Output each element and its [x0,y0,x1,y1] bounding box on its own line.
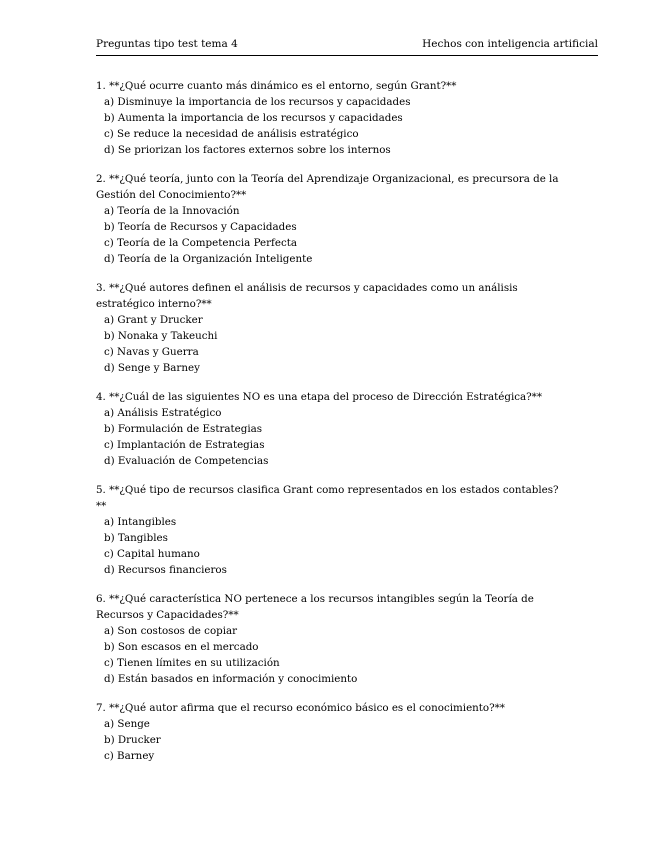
header-left-title: Preguntas tipo test tema 4 [96,38,238,50]
question-text: 6. **¿Qué característica NO pertenece a los recursos intangibles según la Teoría de Recursos y Capacidades?** [96,593,534,621]
answer-options [96,716,566,764]
answer-option: c) Se reduce la necesidad de análisis estratégico [104,128,359,140]
answer-option: c) Teoría de la Competencia Perfecta [104,237,298,249]
question-1 [96,78,566,158]
answer-option: a) Senge [104,718,150,730]
question-4 [96,389,566,469]
question-6 [96,591,566,687]
answer-options [96,203,566,267]
answer-option: b) Nonaka y Takeuchi [104,330,218,342]
question-text: 3. **¿Qué autores definen el análisis de recursos y capacidades como un análisis estratégico interno?** [96,282,518,310]
answer-options [96,405,566,469]
answer-option: b) Teoría de Recursos y Capacidades [104,221,297,233]
answer-option: a) Intangibles [104,516,177,528]
answer-option: c) Barney [104,750,155,762]
header-divider [96,55,598,56]
answer-option: a) Son costosos de copiar [104,625,238,637]
answer-option: d) Se priorizan los factores externos sobre los internos [104,144,391,156]
question-text: 7. **¿Qué autor afirma que el recurso económico básico es el conocimiento?** [96,702,505,714]
answer-option: c) Tienen límites en su utilización [104,657,280,669]
answer-option: b) Formulación de Estrategias [104,423,263,435]
answer-options [96,623,566,687]
question-7 [96,700,566,764]
answer-option: c) Capital humano [104,548,200,560]
answer-options [96,94,566,158]
answer-option: b) Drucker [104,734,161,746]
answer-option: d) Recursos financieros [104,564,227,576]
answer-option: b) Tangibles [104,532,168,544]
answer-option: b) Son escasos en el mercado [104,641,259,653]
question-3 [96,280,566,376]
answer-option: d) Senge y Barney [104,362,200,374]
page-header [96,38,598,54]
header-right-title: Hechos con inteligencia artificial [422,38,598,50]
answer-option: b) Aumenta la importancia de los recursos y capacidades [104,112,403,124]
question-text: 2. **¿Qué teoría, junto con la Teoría del Aprendizaje Organizacional, es precursora de la Gestión del Conocimiento?** [96,173,559,201]
answer-option: a) Teoría de la Innovación [104,205,240,217]
answer-options [96,514,566,578]
question-text: 1. **¿Qué ocurre cuanto más dinámico es el entorno, según Grant?** [96,80,457,92]
question-text: 5. **¿Qué tipo de recursos clasifica Grant como representados en los estados contables?** [96,484,559,512]
answer-option: d) Están basados en información y conocimiento [104,673,358,685]
answer-option: c) Navas y Guerra [104,346,199,358]
answer-option: a) Disminuye la importancia de los recursos y capacidades [104,96,411,108]
answer-option: d) Evaluación de Competencias [104,455,269,467]
question-5 [96,482,566,578]
question-2 [96,171,566,267]
question-text: 4. **¿Cuál de las siguientes NO es una etapa del proceso de Dirección Estratégica?** [96,391,542,403]
answer-options [96,312,566,376]
answer-option: d) Teoría de la Organización Inteligente [104,253,313,265]
answer-option: a) Análisis Estratégico [104,407,222,419]
question-list [96,78,566,777]
answer-option: a) Grant y Drucker [104,314,203,326]
answer-option: c) Implantación de Estrategias [104,439,265,451]
